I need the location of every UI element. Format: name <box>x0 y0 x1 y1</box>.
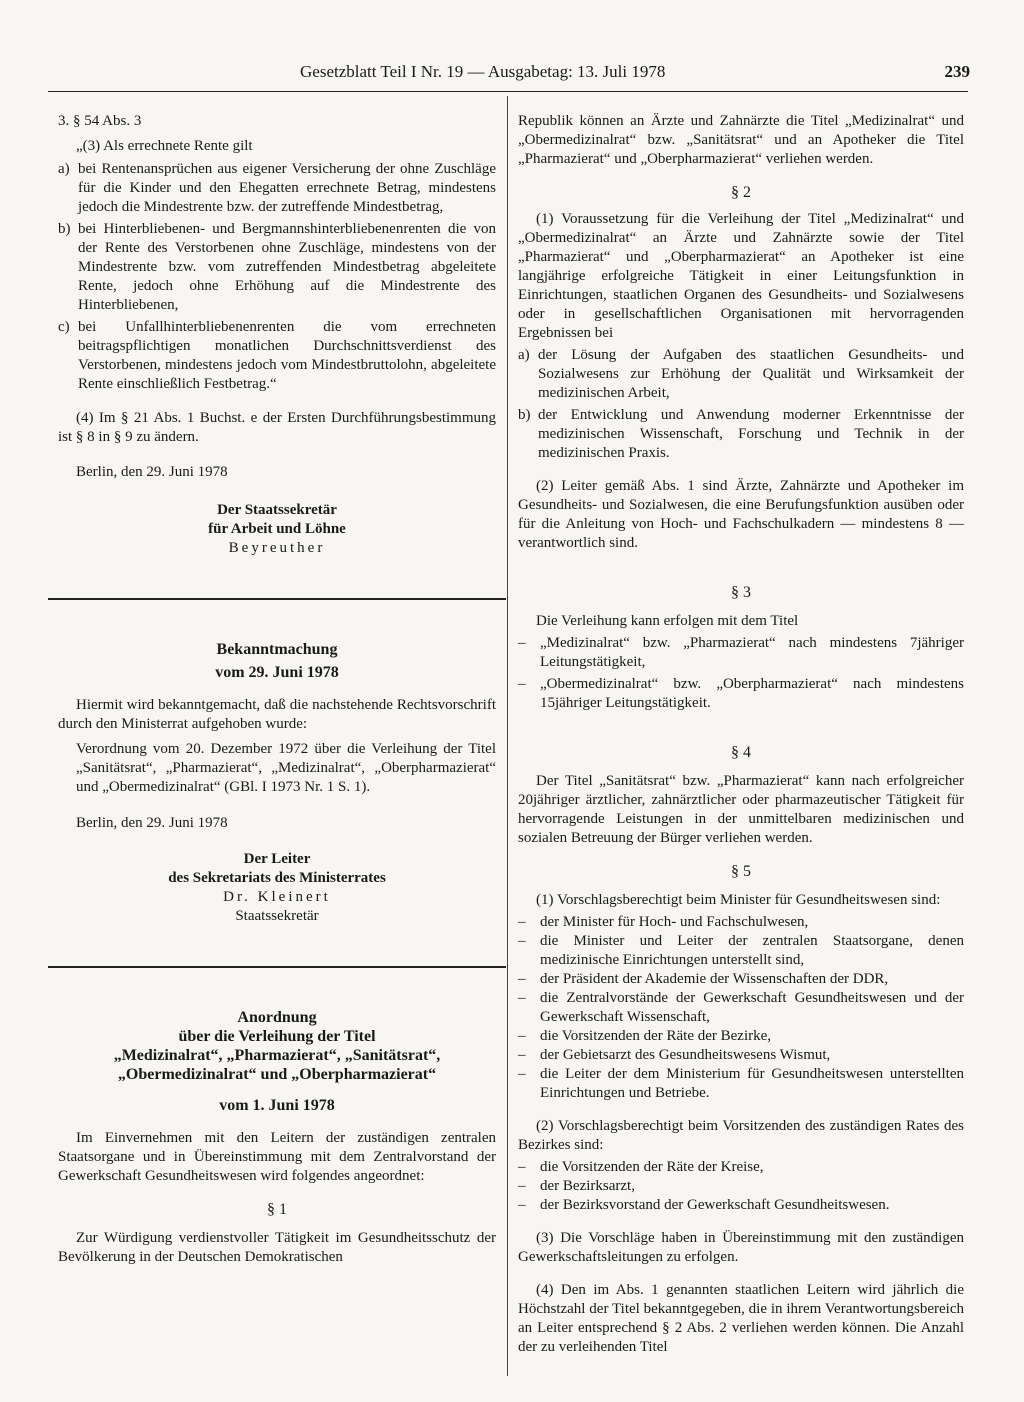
right-column <box>518 112 964 1357</box>
list-item <box>58 220 496 315</box>
order-subtitle: „Medizinalrat“, „Pharmazierat“, „Sanitätsrat“, <box>113 1047 441 1064</box>
announcement-title: Bekanntmachung <box>216 641 338 658</box>
list-text: die Minister und Leiter der zentralen Staatsorgane, denen medizinische Einrichtungen unterstellt sind, <box>540 933 964 968</box>
list-text: der Gebietsarzt des Gesundheitswesens Wismut, <box>540 1047 831 1063</box>
dash-marker: – <box>518 914 526 930</box>
list-item <box>518 1196 964 1215</box>
section-5-para-2: (2) Vorschlagsberechtigt beim Vorsitzenden des zuständigen Rates des Bezirkes sind: <box>518 1118 964 1153</box>
list-text: die Vorsitzenden der Räte der Bezirke, <box>540 1028 772 1044</box>
signature-name: Beyreuther <box>228 540 326 556</box>
column-divider <box>507 96 508 1376</box>
section-heading: § 4 <box>731 744 751 761</box>
repealed-regulation: Verordnung vom 20. Dezember 1972 über die Verleihung der Titel „Sanitätsrat“, „Pharmazierat“, „Medizinalrat“, „Oberpharmazierat“ und „Obermedizinalrat“ (GBl. I 1973 Nr. 1 S. 1). <box>76 741 496 795</box>
list-item <box>518 1177 964 1196</box>
section-heading: § 2 <box>731 184 751 201</box>
list-item <box>518 1065 964 1103</box>
list-item <box>518 913 964 932</box>
list-text: die Leiter der dem Ministerium für Gesundheitswesen unterstellten Einrichtungen und Betriebe. <box>540 1066 964 1101</box>
dash-marker: – <box>518 1178 526 1194</box>
list-text: der Präsident der Akademie der Wissenschaften der DDR, <box>540 971 889 987</box>
dash-marker: – <box>518 990 526 1006</box>
list-text: bei Unfallhinterbliebenenrenten die vom errechneten beitragspflichtigen monatlichen Durchschnittsverdienst des Verstorbenen, mindestens jedoch vom Mindestbruttolohn, abgeleitete Rente einschließlich Festbetrag.“ <box>78 319 496 392</box>
signature-title: Der Staatssekretär <box>217 502 337 518</box>
list-marker: – <box>518 635 526 651</box>
section-2-para-1: (1) Voraussetzung für die Verleihung der Titel „Medizinalrat“ und „Obermedizinalrat“ an Ärzte und Zahnärzte sowie der Titel „Pharmazierat“ und „Oberpharmazierat“ an Apotheker ist eine langjährige erfolgreiche Tätigkeit in einer Leitungsfunktion in Einrichtungen, staatlichen Organen des Gesundheits- und Sozialwesens oder in gesellschaftlichen Organisationen mit hervorragenden Ergebnissen bei <box>518 211 964 341</box>
order-subtitle: über die Verleihung der Titel <box>178 1028 376 1045</box>
proposer-list <box>518 913 964 1103</box>
announcement-date: vom 29. Juni 1978 <box>215 664 339 681</box>
list-marker: b) <box>58 221 71 237</box>
list-item <box>518 932 964 970</box>
dash-marker: – <box>518 1047 526 1063</box>
list-text: die Zentralvorstände der Gewerkschaft Gesundheitswesen und der Gewerkschaft Wissenschaft, <box>540 990 964 1025</box>
section-5-para-3: (3) Die Vorschläge haben in Übereinstimmung mit den zuständigen Gewerkschaftsleitungen zu erfolgen. <box>518 1230 964 1265</box>
list-item <box>518 675 964 713</box>
order-title: Anordnung <box>237 1009 317 1026</box>
section-heading: § 1 <box>267 1201 287 1218</box>
dash-marker: – <box>518 971 526 987</box>
signature-role: Staatssekretär <box>235 908 319 924</box>
list-text: der Lösung der Aufgaben des staatlichen Gesundheits- und Sozialwesens zur Erhöhung der Qualität und Wirksamkeit der medizinischen Arbeit, <box>538 347 964 401</box>
list-text: „Obermedizinalrat“ bzw. „Oberpharmazierat“ nach mindestens 15jähriger Leitungstätigkeit. <box>540 676 964 711</box>
section-heading: § 3 <box>731 584 751 601</box>
section-1-text: Zur Würdigung verdienstvoller Tätigkeit im Gesundheitsschutz der Bevölkerung in der Deutschen Demokratischen <box>58 1230 496 1265</box>
section-4-text: Der Titel „Sanitätsrat“ bzw. „Pharmazierat“ kann nach erfolgreicher 20jähriger ärztlicher, zahnärztlicher oder pharmazeutischer Tätigkeit für hervorragende Leistungen in der unmittelbaren medizinischen und sozialen Betreuung der Bürger verliehen werden. <box>518 773 964 846</box>
paragraph-4: (4) Im § 21 Abs. 1 Buchst. e der Ersten Durchführungsbestimmung ist § 8 in § 9 zu ändern. <box>58 410 496 445</box>
dash-marker: – <box>518 1197 526 1213</box>
list-item <box>58 318 496 394</box>
list-marker: a) <box>518 347 530 363</box>
signature-title: des Sekretariats des Ministerrates <box>168 870 386 886</box>
order-intro: Im Einvernehmen mit den Leitern der zuständigen zentralen Staatsorgane und in Übereinstimmung mit dem Zentralvorstand der Gewerkschaft Gesundheitswesen wird folgendes angeordnet: <box>58 1130 496 1184</box>
dash-marker: – <box>518 1159 526 1175</box>
list-item <box>518 1027 964 1046</box>
left-column <box>58 112 496 1267</box>
list-marker: b) <box>518 407 531 423</box>
list-text: der Entwicklung und Anwendung moderner Erkenntnisse der medizinischen Wissenschaft, Forschung und Technik in der medizinischen Praxis. <box>538 407 964 461</box>
list-item <box>518 1158 964 1177</box>
section-rule <box>48 966 506 968</box>
list-item <box>518 346 964 403</box>
list-text: bei Rentenansprüchen aus eigener Versicherung der ohne Zuschläge für die Kinder und den Ehegatten errechnete Betrag, mindestens jedoch die Mindestrente bzw. der zutreffende Mindestbetrag, <box>78 161 496 215</box>
list-item <box>58 160 496 217</box>
date-line: Berlin, den 29. Juni 1978 <box>76 815 228 831</box>
announcement-text: Hiermit wird bekanntgemacht, daß die nachstehende Rechtsvorschrift durch den Ministerrat aufgehoben wurde: <box>58 697 496 732</box>
list-marker: a) <box>58 161 70 177</box>
quote-intro: „(3) Als errechnete Rente gilt <box>76 138 253 154</box>
section-rule <box>48 598 506 600</box>
section-3-intro: Die Verleihung kann erfolgen mit dem Titel <box>536 613 799 629</box>
dash-marker: – <box>518 1066 526 1082</box>
list-text: die Vorsitzenden der Räte der Kreise, <box>540 1159 764 1175</box>
section-5-para-1: (1) Vorschlagsberechtigt beim Minister für Gesundheitswesen sind: <box>536 892 941 908</box>
item-3: 3. § 54 Abs. 3 <box>58 113 142 129</box>
signature-title: Der Leiter <box>243 851 311 867</box>
order-subtitle: „Obermedizinalrat“ und „Oberpharmazierat“ <box>117 1066 437 1083</box>
section-1-continued: Republik können an Ärzte und Zahnärzte die Titel „Medizinalrat“ und „Obermedizinalrat“ bzw. „Sanitätsrat“ und an Apotheker die Titel „Pharmazierat“ und „Oberpharmazierat“ verliehen werden. <box>518 113 964 167</box>
list-text: bei Hinterbliebenen- und Bergmannshinterbliebenenrenten die von der Rente des Verstorbenen ohne Zuschläge, mindestens von der Mindestrente bzw. vom zutreffenden Mindestbetrag abgeleitete Rente, jedoch ohne Erhöhung auf die Mindestrente des Hinterbliebenen, <box>78 221 496 313</box>
list-item <box>518 1046 964 1065</box>
signature-title: für Arbeit und Löhne <box>208 521 346 537</box>
signature-name: Dr. Kleinert <box>223 889 331 905</box>
list-item <box>518 406 964 463</box>
dash-marker: – <box>518 933 526 949</box>
section-5-para-4: (4) Den im Abs. 1 genannten staatlichen Leitern wird jährlich die Höchstzahl der Titel bekanntgegeben, die in ihrem Verantwortungsbereich an Leiter entsprechend § 2 Abs. 2 verliehen werden können. Die Anzahl der zu verleihenden Titel <box>518 1282 964 1355</box>
section-heading: § 5 <box>731 863 751 880</box>
date-line: Berlin, den 29. Juni 1978 <box>76 464 228 480</box>
list-item <box>518 970 964 989</box>
list-item <box>518 989 964 1027</box>
page-number: 239 <box>944 62 970 81</box>
list-marker: – <box>518 676 526 692</box>
order-date: vom 1. Juni 1978 <box>219 1097 335 1114</box>
list-marker: c) <box>58 319 70 335</box>
list-text: „Medizinalrat“ bzw. „Pharmazierat“ nach mindestens 7jähriger Leitungstätigkeit, <box>540 635 964 670</box>
proposer-list <box>518 1158 964 1215</box>
running-head: Gesetzblatt Teil I Nr. 19 — Ausgabetag: 13. Juli 1978 <box>300 62 666 81</box>
section-2-para-2: (2) Leiter gemäß Abs. 1 sind Ärzte, Zahnärzte und Apotheker im Gesundheits- und Sozialwesen, die eine Berufungsfunktion ausüben oder für die Anleitung von Hoch- und Fachschulkadern — mindestens 8 — verantwortlich sind. <box>518 478 964 551</box>
dash-marker: – <box>518 1028 526 1044</box>
list-item <box>518 634 964 672</box>
header-rule <box>48 91 968 92</box>
list-text: der Bezirksarzt, <box>540 1178 635 1194</box>
list-text: der Bezirksvorstand der Gewerkschaft Gesundheitswesen. <box>540 1197 890 1213</box>
list-text: der Minister für Hoch- und Fachschulwesen, <box>540 914 809 930</box>
